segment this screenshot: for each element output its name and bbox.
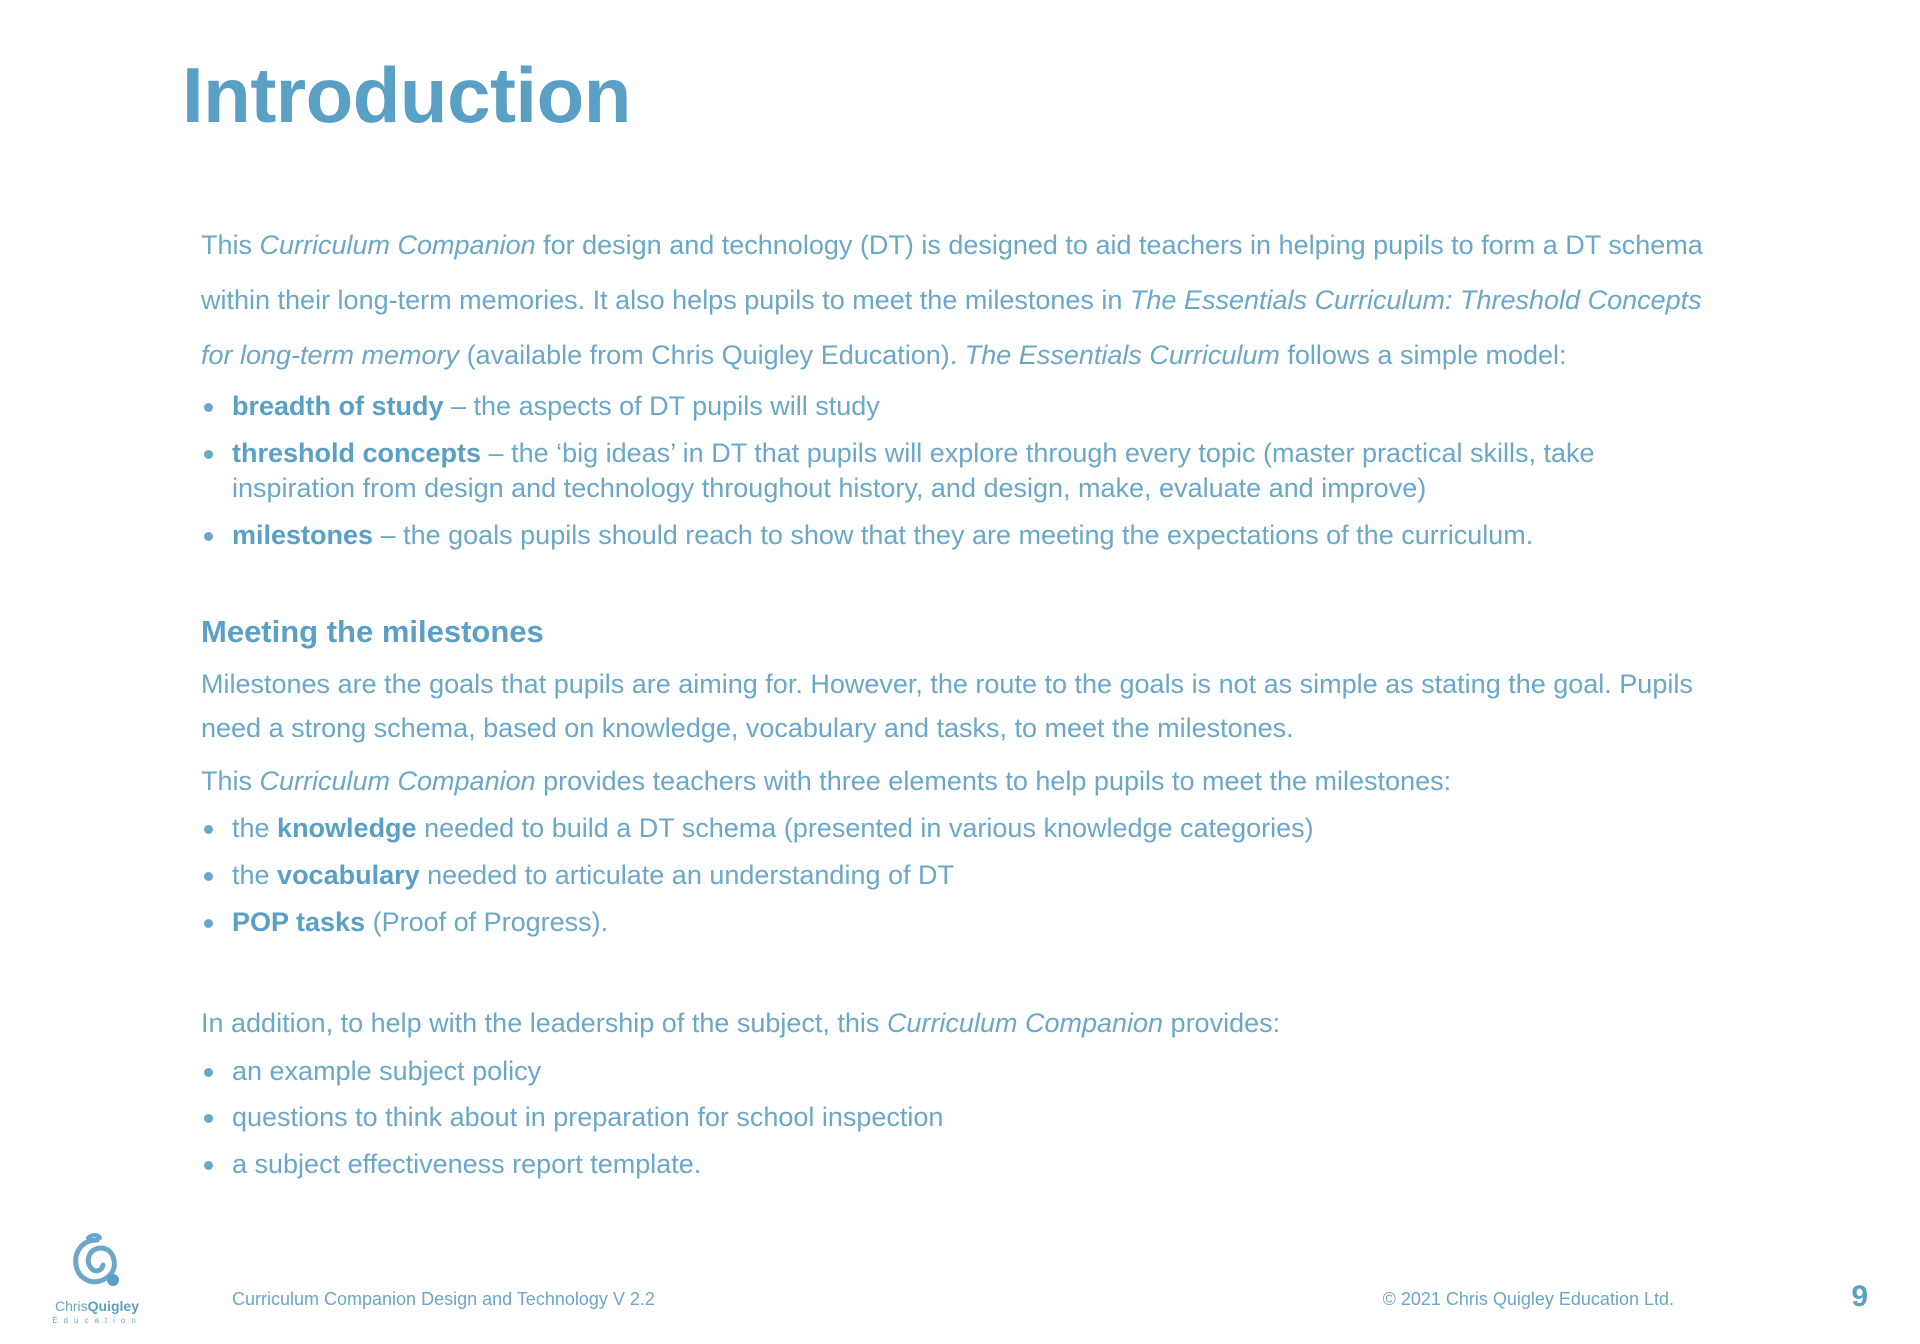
logo-name-last: Quigley [87,1298,140,1314]
list-item [201,518,1721,554]
addition-text-1: In addition, to help with the leadership of the subject, this [201,1008,887,1039]
addition-text-2: provides: [1163,1008,1281,1039]
list-item [201,389,1721,425]
list-item: questions to think about in preparation for school inspection [201,1100,1721,1136]
list-item-prefix: the [232,860,278,891]
elements-list [201,811,1721,940]
meeting-emphasis: Curriculum Companion [259,765,536,796]
list-item: an example subject policy [201,1054,1721,1090]
meeting-text-1: This [201,765,260,796]
model-list [201,389,1721,554]
logo-name [52,1298,142,1314]
footer-document-title: Curriculum Companion Design and Technology V 2.2 [232,1289,655,1309]
footer-copyright: © 2021 Chris Quigley Education Ltd. [1382,1289,1674,1309]
list-item-term: threshold concepts [232,437,482,468]
list-item-term: vocabulary [277,860,420,891]
intro-text-3: (available from Chris Quigley Education). [459,340,965,370]
addition-emphasis: Curriculum Companion [886,1008,1164,1039]
main-content [201,218,1721,1194]
list-item-term: POP tasks [232,906,366,937]
list-item [201,858,1721,894]
section-heading: Meeting the milestones [201,613,544,649]
intro-emphasis-1: Curriculum Companion [259,230,536,260]
list-item-term: knowledge [277,813,417,844]
spacer [201,951,1721,1001]
list-item-text: – the goals pupils should reach to show that they are meeting the expectations of the curriculum. [373,519,1534,550]
company-logo [52,1232,142,1332]
list-item-text: – the aspects of DT pupils will study [443,391,880,421]
list-item-term: milestones [232,519,374,550]
intro-emphasis-3: The Essentials Curriculum [964,340,1280,370]
list-item [201,811,1721,847]
meeting-paragraph: Milestones are the goals that pupils are aiming for. However, the route to the goals is not as simple as stating the goal. Pupils need a strong schema, based on knowledge, vocabulary and tasks, to meet the milestones. [201,668,1693,744]
list-item: a subject effectiveness report template. [201,1147,1721,1183]
page-number: 9 [1851,1280,1868,1313]
list-item-text: – the ‘big ideas’ in DT that pupils will explore through every topic (master practical skills, take inspiration from design and technology throughout history, and design, make, evaluate and improve) [232,437,1595,504]
list-item-term: breadth of study [232,391,444,421]
leadership-list [201,1054,1721,1183]
intro-paragraph [201,218,1721,383]
intro-text-2: for design and technology (DT) is designed to aid teachers in helping pupils to form a DT schema within their long-term memories. It also helps pupils to meet the milestones in [201,230,1703,315]
list-item-text: needed to build a DT schema (presented in various knowledge categories) [416,813,1314,844]
intro-text-1: This [201,230,260,260]
list-item [201,905,1721,941]
list-item [201,436,1721,507]
meeting-paragraph-2 [201,759,1721,804]
logo-subtitle: Education [52,1316,142,1325]
list-item-text: (Proof of Progress). [365,906,609,937]
intro-emphasis-2: The Essentials Curriculum: Threshold Concepts for long-term memory [201,285,1702,370]
meeting-text-2: provides teachers with three elements to help pupils to meet the milestones: [535,765,1452,796]
addition-paragraph [201,1001,1721,1046]
list-item-text: needed to articulate an understanding of DT [419,860,954,891]
page-title: Introduction [182,51,631,139]
logo-name-first: Chris [54,1298,88,1314]
intro-text-4: follows a simple model: [1279,340,1567,370]
logo-mark-icon [66,1232,128,1294]
list-item-prefix: the [232,813,278,844]
